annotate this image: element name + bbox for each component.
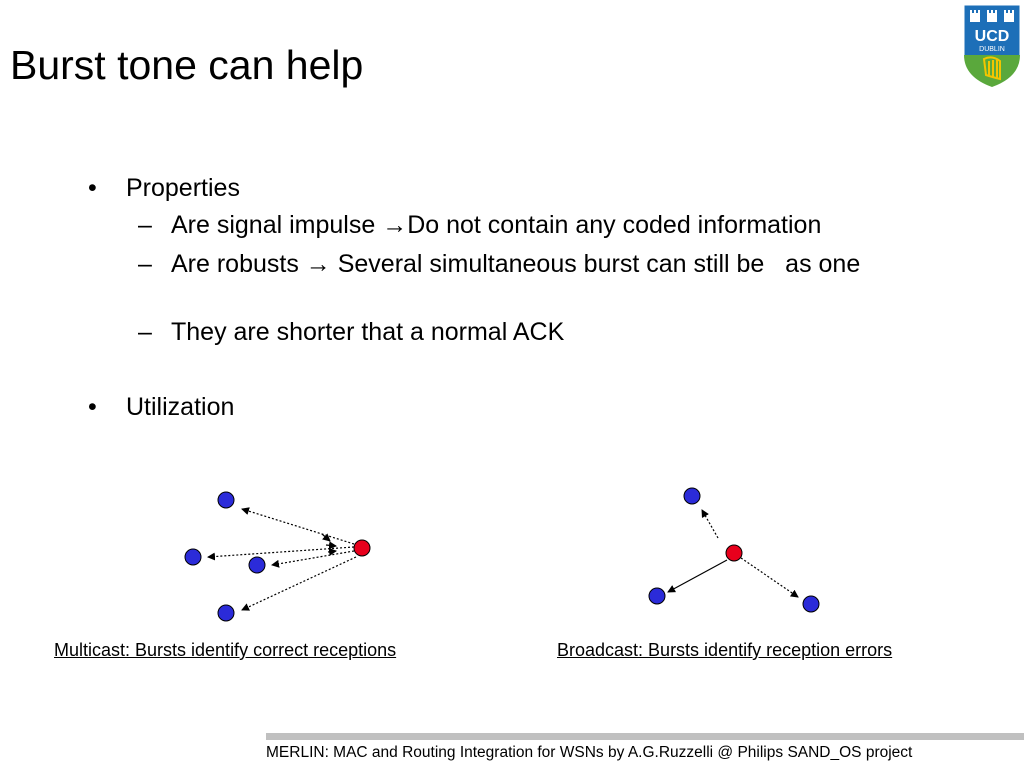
footer-project: SAND_OS xyxy=(787,744,862,761)
receiver-node xyxy=(185,549,201,565)
arrow-tick xyxy=(328,551,336,552)
receiver-node xyxy=(249,557,265,573)
burst-arrow xyxy=(702,510,718,538)
bullet-label: Utilization xyxy=(126,393,235,421)
receiver-node xyxy=(218,605,234,621)
footer-prefix: MERLIN: MAC and Routing Integration for WSNs by xyxy=(266,744,628,761)
receiver-node xyxy=(649,588,665,604)
bullet-label: Properties xyxy=(126,174,240,202)
broadcast-diagram xyxy=(649,488,819,612)
sub-bullet-dash: – xyxy=(138,318,152,346)
burst-arrow xyxy=(242,509,354,544)
slide-title: Burst tone can help xyxy=(10,42,364,88)
sub-bullet-text: They are shorter that a normal ACK xyxy=(171,318,565,346)
sender-node xyxy=(726,545,742,561)
footer-suffix: project xyxy=(861,744,913,761)
sub-bullet-dash: – xyxy=(138,211,152,239)
logo-subtext: DUBLIN xyxy=(979,46,1005,53)
bullet-dot: • xyxy=(88,393,97,421)
footer-middle: @ Philips xyxy=(713,744,788,761)
burst-arrow xyxy=(668,560,727,592)
burst-arrow xyxy=(272,551,354,565)
footer-author: A.G.Ruzzelli xyxy=(627,744,714,761)
arrow-tick xyxy=(326,545,336,546)
sender-node xyxy=(354,540,370,556)
footer-bar xyxy=(266,733,1024,740)
burst-arrow xyxy=(741,558,798,597)
receiver-node xyxy=(218,492,234,508)
sub-bullet-dash: – xyxy=(138,250,152,278)
logo-text: UCD xyxy=(974,28,1010,45)
multicast-diagram xyxy=(185,492,370,621)
receiver-node xyxy=(803,596,819,612)
multicast-caption: Multicast: Bursts identify correct receptions xyxy=(54,640,397,660)
sub-bullet-text: Are signal impulse →Do not contain any coded information xyxy=(171,211,822,239)
sub-bullet-text: Are robusts → Several simultaneous burst can still be as one xyxy=(171,250,861,278)
footer-text xyxy=(266,744,912,762)
broadcast-caption: Broadcast: Bursts identify reception errors xyxy=(557,640,893,660)
receiver-node xyxy=(684,488,700,504)
bullet-dot: • xyxy=(88,174,97,202)
